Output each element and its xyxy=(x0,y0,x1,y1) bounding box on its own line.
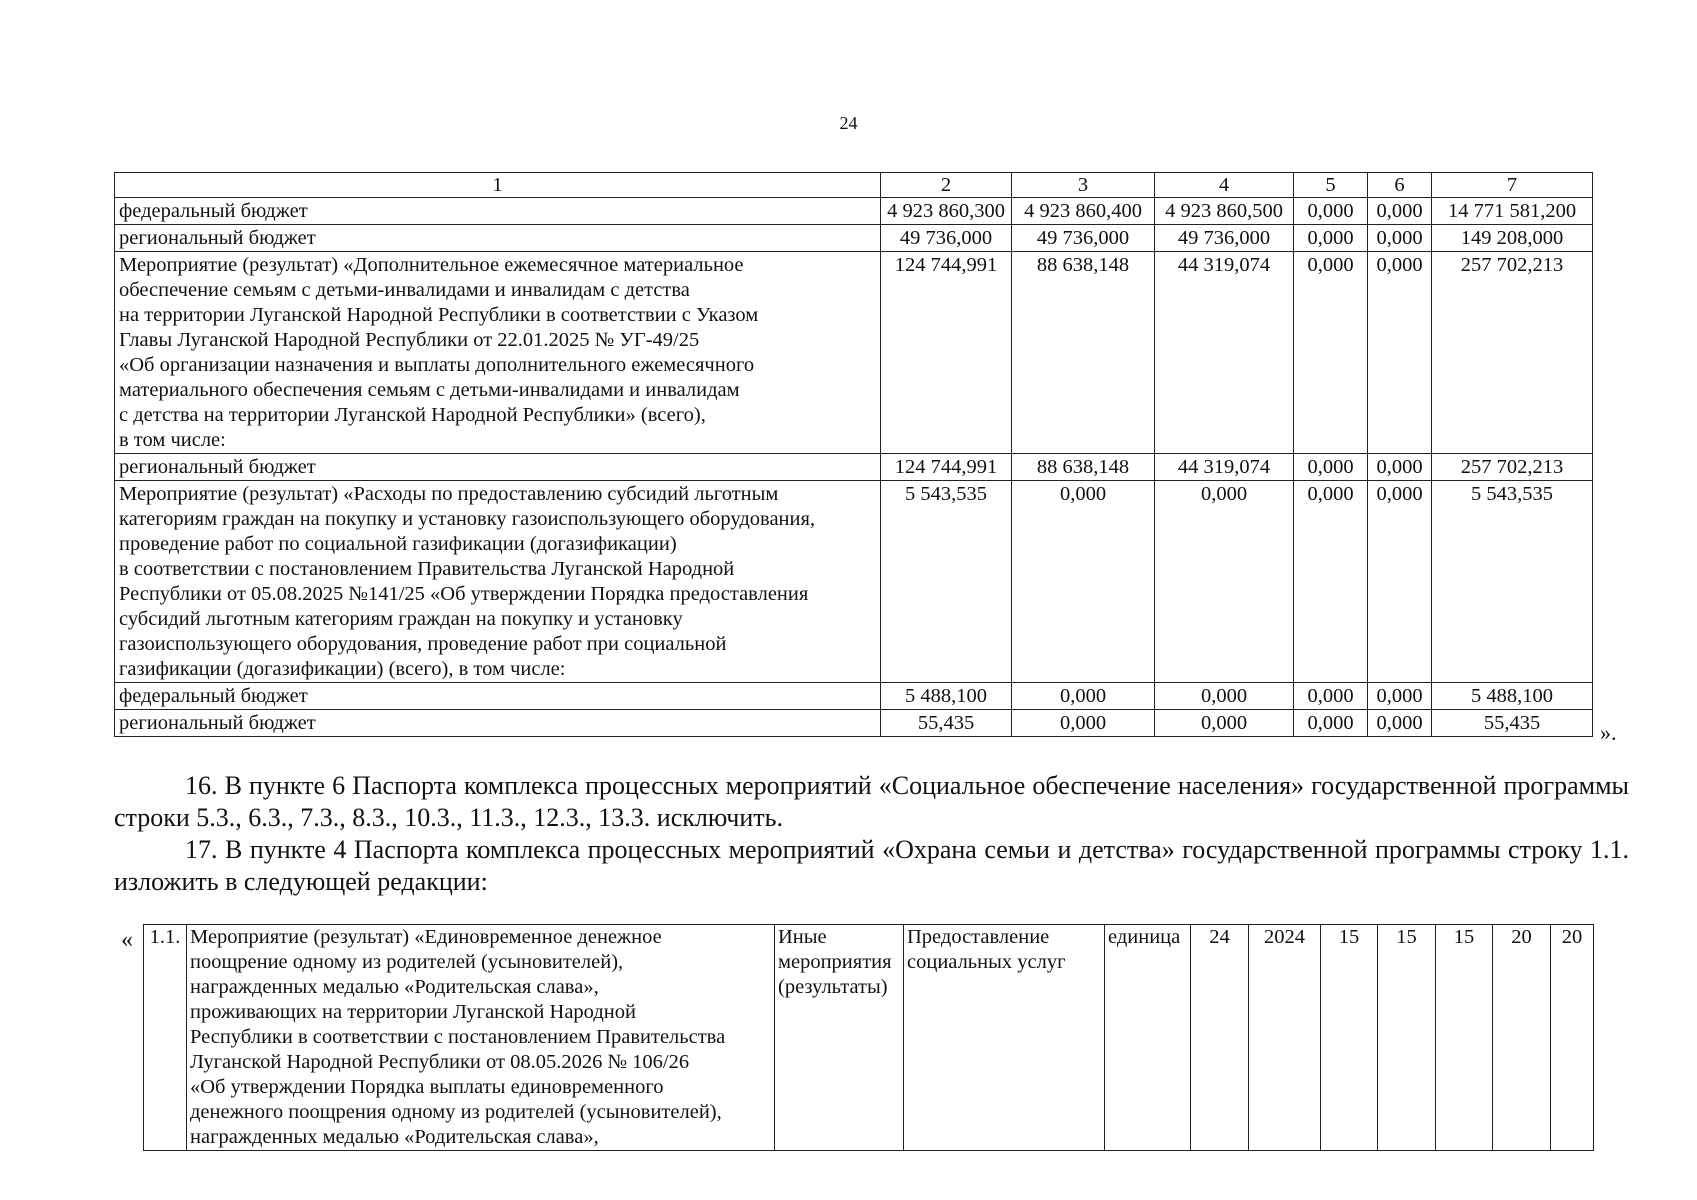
value-cell: 5 488,100 xyxy=(1432,683,1593,710)
value-cell: 0,000 xyxy=(1294,252,1368,454)
value-cell: 0,000 xyxy=(1368,454,1432,481)
header-cell: 3 xyxy=(1012,173,1155,198)
paragraph-17 xyxy=(114,834,1629,898)
value-cell: 257 702,213 xyxy=(1432,454,1593,481)
table-row xyxy=(115,683,1593,710)
value-cell: 55,435 xyxy=(881,710,1012,737)
value-cell: 15 xyxy=(1321,925,1378,1151)
value-cell: 4 923 860,300 xyxy=(881,198,1012,225)
value-cell: 14 771 581,200 xyxy=(1432,198,1593,225)
value-cell: 0,000 xyxy=(1294,683,1368,710)
row-label: региональный бюджет xyxy=(115,454,881,481)
row-label: Мероприятие (результат) «Расходы по предоставлению субсидий льготным категориям граждан на покупку и установку газоиспользующего оборудования, проведение работ по социальной газификации (догазификации) в соответствии с постановлением Правительства Луганской Народной Республики от 05.08.2025 №141/25 «Об утверждении Порядка предоставления субсидий льготным категориям граждан на покупку и установку газоиспользующего оборудования, проведение работ при социальной газификации (догазификации) (всего), в том числе: xyxy=(115,481,881,683)
row-label: региональный бюджет xyxy=(115,710,881,737)
value-cell: 124 744,991 xyxy=(881,252,1012,454)
table-row xyxy=(115,454,1593,481)
value-cell: 55,435 xyxy=(1432,710,1593,737)
year-cell: 2024 xyxy=(1249,925,1321,1151)
opening-quote: « xyxy=(121,927,133,953)
value-cell: 5 543,535 xyxy=(1432,481,1593,683)
value-cell: 44 319,074 xyxy=(1155,252,1294,454)
activity-description: Мероприятие (результат) «Единовременное денежное поощрение одному из родителей (усыновителей), награжденных медалью «Родительская слава», проживающих на территории Луганской Народной Республики в соответствии с постановлением Правительства Луганской Народной Республики от 08.05.2026 № 106/26 «Об утверждении Порядка выплаты единовременного денежного поощрения одному из родителей (усыновителей), награжденных медалью «Родительская слава», xyxy=(187,925,775,1151)
value-cell: 5 488,100 xyxy=(881,683,1012,710)
budget-table xyxy=(114,172,1593,737)
header-cell: 7 xyxy=(1432,173,1593,198)
table-header-row xyxy=(115,173,1593,198)
value-cell: 15 xyxy=(1436,925,1493,1151)
value-cell: 124 744,991 xyxy=(881,454,1012,481)
page-number: 24 xyxy=(839,113,858,133)
value-cell: 0,000 xyxy=(1294,454,1368,481)
value-cell: 257 702,213 xyxy=(1432,252,1593,454)
row-label: федеральный бюджет xyxy=(115,683,881,710)
value-cell: 0,000 xyxy=(1012,683,1155,710)
paragraph-17-text: 17. В пункте 4 Паспорта комплекса процессных мероприятий «Охрана семьи и детства» государственной программы строку 1.1. изложить в следующей редакции: xyxy=(114,835,1629,896)
service-type: Предоставление социальных услуг xyxy=(904,925,1105,1151)
header-cell: 4 xyxy=(1155,173,1294,198)
table-row xyxy=(115,225,1593,252)
row-number: 1.1. xyxy=(144,925,187,1151)
table-row xyxy=(144,925,1594,1151)
value-cell: 20 xyxy=(1493,925,1551,1151)
value-cell: 0,000 xyxy=(1012,710,1155,737)
header-cell: 2 xyxy=(881,173,1012,198)
table-row xyxy=(115,252,1593,454)
value-cell: 0,000 xyxy=(1012,481,1155,683)
header-cell: 6 xyxy=(1368,173,1432,198)
unit-cell: единица xyxy=(1105,925,1191,1151)
row-label: региональный бюджет xyxy=(115,225,881,252)
value-cell: 0,000 xyxy=(1294,225,1368,252)
value-cell: 4 923 860,400 xyxy=(1012,198,1155,225)
value-cell: 0,000 xyxy=(1294,481,1368,683)
value-cell: 149 208,000 xyxy=(1432,225,1593,252)
value-cell: 49 736,000 xyxy=(1012,225,1155,252)
value-cell: 0,000 xyxy=(1368,198,1432,225)
value-cell: 0,000 xyxy=(1368,481,1432,683)
code-cell: 24 xyxy=(1191,925,1249,1151)
value-cell: 0,000 xyxy=(1368,710,1432,737)
value-cell: 0,000 xyxy=(1155,710,1294,737)
header-cell: 1 xyxy=(115,173,881,198)
value-cell: 88 638,148 xyxy=(1012,454,1155,481)
value-cell: 20 xyxy=(1551,925,1594,1151)
value-cell: 0,000 xyxy=(1155,683,1294,710)
value-cell: 49 736,000 xyxy=(881,225,1012,252)
value-cell: 0,000 xyxy=(1155,481,1294,683)
table-row xyxy=(115,481,1593,683)
header-cell: 5 xyxy=(1294,173,1368,198)
value-cell: 0,000 xyxy=(1294,198,1368,225)
table-row xyxy=(115,198,1593,225)
value-cell: 15 xyxy=(1378,925,1436,1151)
value-cell: 5 543,535 xyxy=(881,481,1012,683)
activity-table xyxy=(143,924,1594,1151)
paragraph-16-text: 16. В пункте 6 Паспорта комплекса процессных мероприятий «Социальное обеспечение населения» государственной программы строки 5.3., 6.3., 7.3., 8.3., 10.3., 11.3., 12.3., 13.3. исключить. xyxy=(114,771,1629,832)
value-cell: 0,000 xyxy=(1368,225,1432,252)
row-label: федеральный бюджет xyxy=(115,198,881,225)
value-cell: 44 319,074 xyxy=(1155,454,1294,481)
row-label: Мероприятие (результат) «Дополнительное ежемесячное материальное обеспечение семьям с детьми-инвалидами и инвалидам с детства на территории Луганской Народной Республики в соответствии с Указом Главы Луганской Народной Республики от 22.01.2025 № УГ-49/25 «Об организации назначения и выплаты дополнительного ежемесячного материального обеспечения семьям с детьми-инвалидами и инвалидам с детства на территории Луганской Народной Республики» (всего), в том числе: xyxy=(115,252,881,454)
activity-type: Иные мероприятия (результаты) xyxy=(775,925,904,1151)
value-cell: 0,000 xyxy=(1368,252,1432,454)
value-cell: 49 736,000 xyxy=(1155,225,1294,252)
value-cell: 0,000 xyxy=(1294,710,1368,737)
closing-quote: ». xyxy=(1600,720,1617,745)
table-row xyxy=(115,710,1593,737)
value-cell: 88 638,148 xyxy=(1012,252,1155,454)
paragraph-16 xyxy=(114,770,1629,834)
value-cell: 4 923 860,500 xyxy=(1155,198,1294,225)
value-cell: 0,000 xyxy=(1368,683,1432,710)
